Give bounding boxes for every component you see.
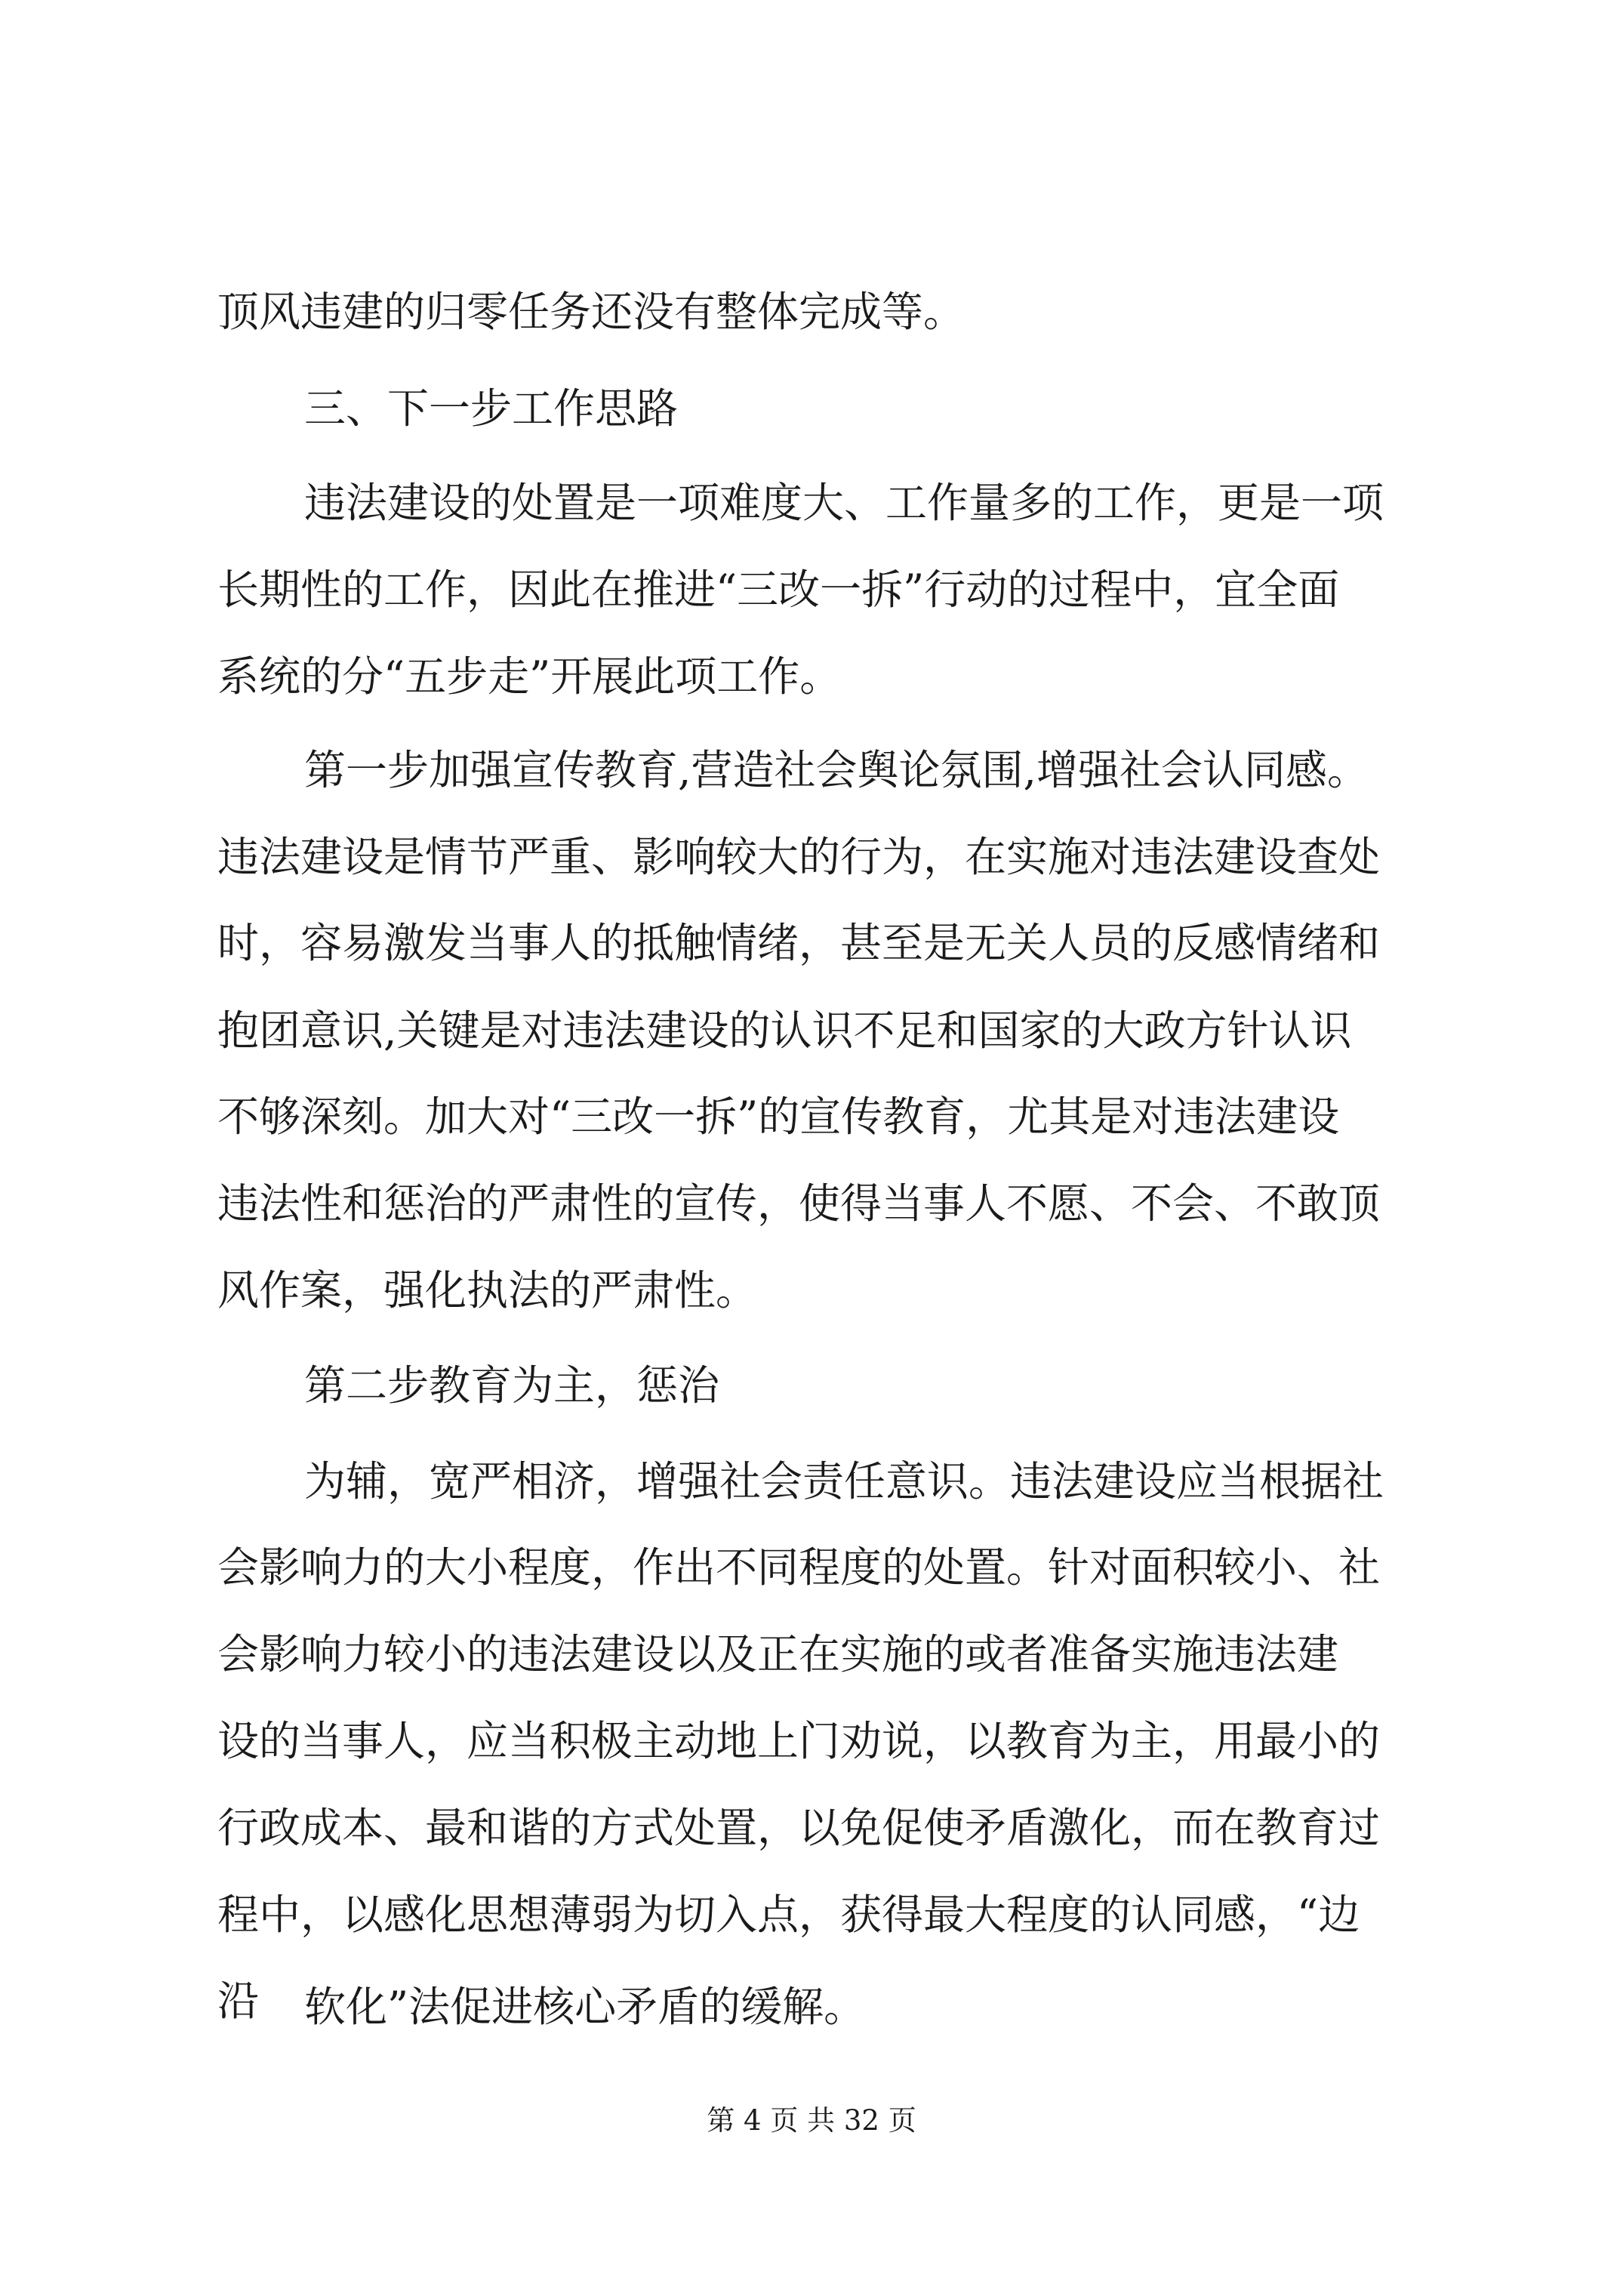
body-line-12: 风作案，强化执法的严肃性。 xyxy=(217,1266,758,1314)
body-line-18: 行政成本、最和谐的方式处置，以免促使矛盾激化，而在教育过 xyxy=(217,1804,1381,1852)
body-line-17: 设的当事人，应当积极主动地上门劝说，以教育为主，用最小的 xyxy=(217,1717,1381,1765)
body-line-6: 第一步加强宣传教育,营造社会舆论氛围,增强社会认同感。 xyxy=(304,746,1369,794)
body-line-13: 第二步教育为主，惩治 xyxy=(304,1361,720,1410)
body-line-14: 为辅，宽严相济，增强社会责任意识。违法建设应当根据社 xyxy=(304,1457,1384,1505)
body-line-19: 程中，以感化思想薄弱为切入点，获得最大程度的认同感，“边 xyxy=(217,1891,1360,1939)
body-line-15: 会影响力的大小程度，作出不同程度的处置。针对面积较小、社 xyxy=(217,1543,1381,1592)
page-footer: 第 4 页 共 32 页 xyxy=(707,2104,916,2137)
body-line-11: 违法性和惩治的严肃性的宣传，使得当事人不愿、不会、不敢顶 xyxy=(217,1179,1381,1228)
body-line-8: 时，容易激发当事人的抵触情绪，甚至是无关人员的反感情绪和 xyxy=(217,919,1381,967)
body-line-4: 长期性的工作，因此在推进“三改一拆”行动的过程中，宜全面 xyxy=(217,566,1340,614)
body-line-21: 软化”法促进核心矛盾的缓解。 xyxy=(304,1983,866,2031)
body-line-3: 违法建设的处置是一项难度大、工作量多的工作，更是一项 xyxy=(304,479,1384,527)
body-line-16: 会影响力较小的违法建设以及正在实施的或者准备实施违法建 xyxy=(217,1630,1339,1678)
body-line-7: 违法建设是情节严重、影响较大的行为，在实施对违法建设查处 xyxy=(217,833,1381,881)
body-line-9: 抱团意识,关键是对违法建设的认识不足和国家的大政方针认识 xyxy=(217,1006,1352,1055)
body-line-1: 顶风违建的归零任务还没有整体完成等。 xyxy=(217,288,965,336)
body-line-10: 不够深刻。加大对“三改一拆”的宣传教育，尤其是对违法建设 xyxy=(217,1093,1340,1141)
body-line-20: 沿 xyxy=(217,1977,260,2025)
section-heading: 三、下一步工作思路 xyxy=(304,384,679,433)
body-line-5: 系统的分“五步走”开展此项工作。 xyxy=(217,652,842,701)
